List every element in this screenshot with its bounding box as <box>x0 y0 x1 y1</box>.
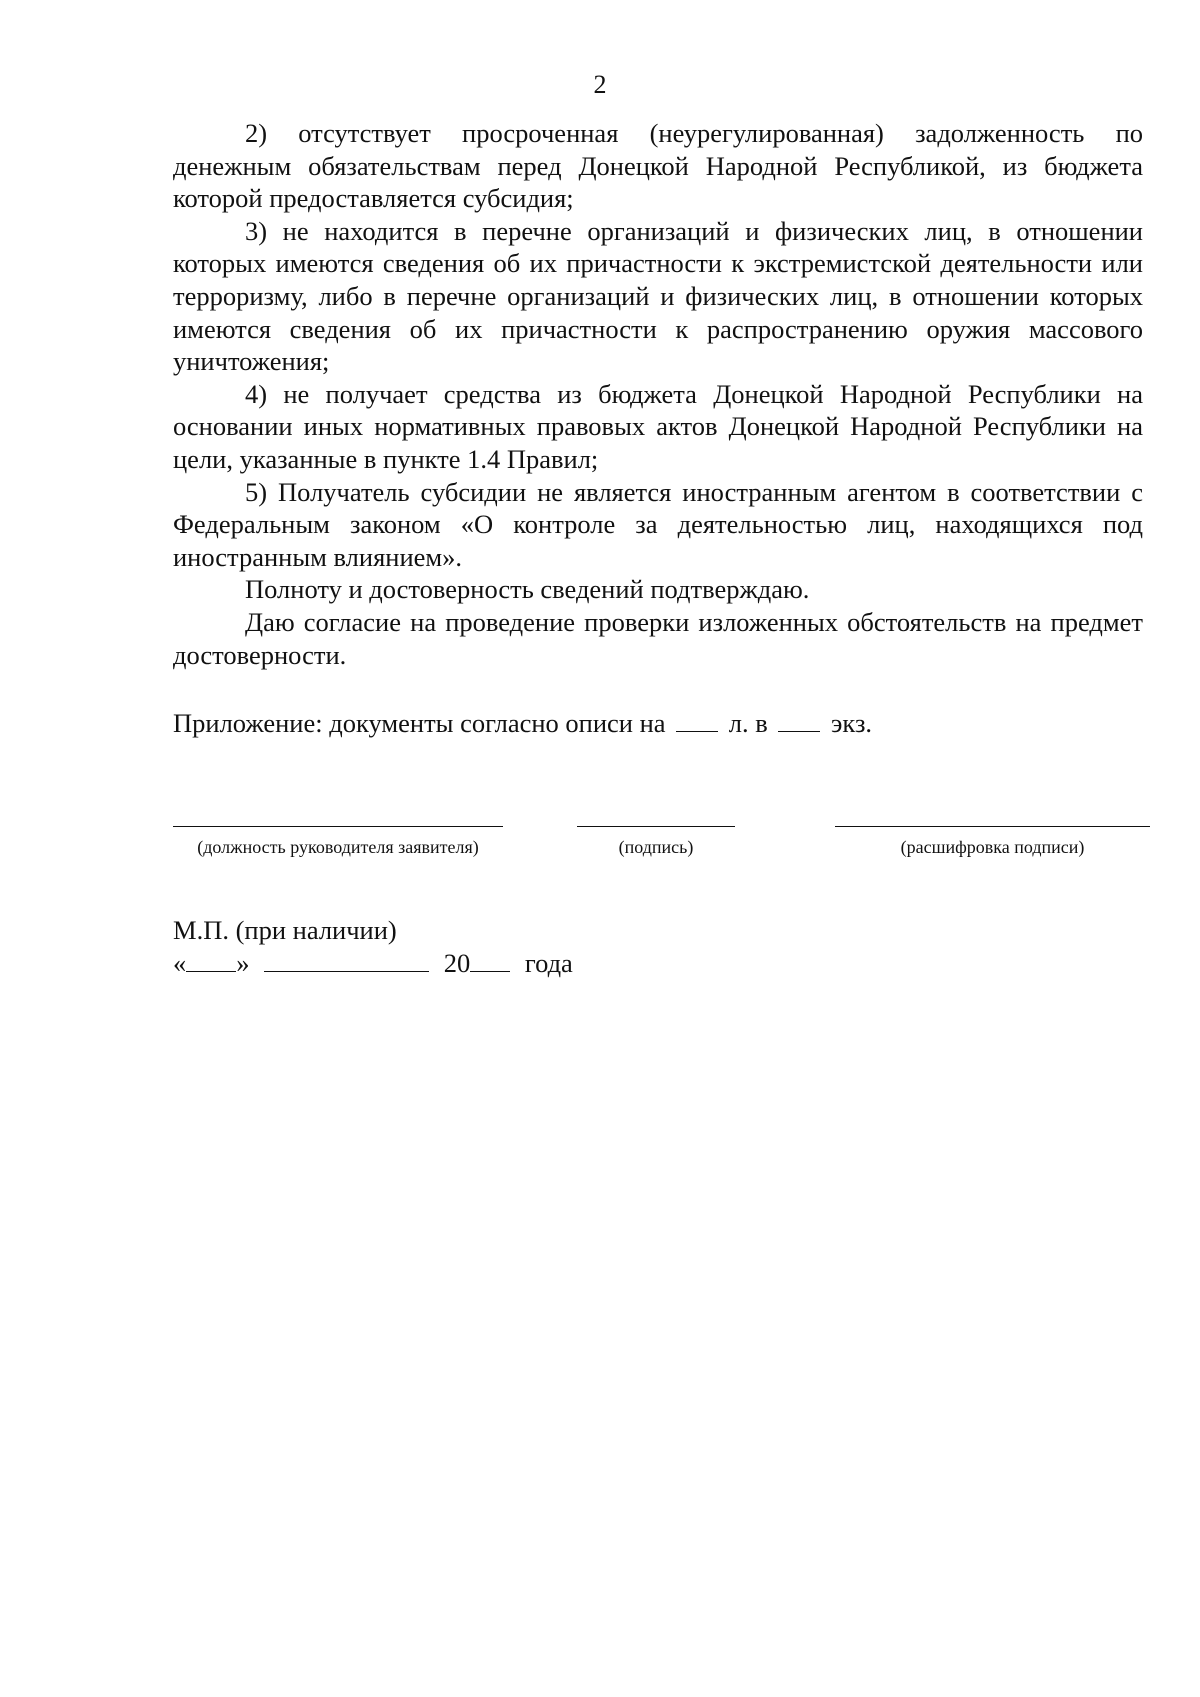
sheets-count-field[interactable] <box>676 730 718 732</box>
item-3-paragraph: 3) не находится в перечне организаций и физических лиц, в отношении которых имеются сведения об их причастности к экстремистской деятельности или терроризму, либо в перечне организаций и физических лиц, в отношении которых имеются сведения об их причастности к распространению оружия массового уничтожения; <box>173 215 1143 377</box>
page-number: 2 <box>593 70 607 99</box>
attachment-suffix: экз. <box>831 708 873 738</box>
signature-caption: (подпись) <box>618 837 694 857</box>
item-4-paragraph: 4) не получает средства из бюджета Донецкой Народной Республики на основании иных нормативных правовых актов Донецкой Народной Республики на цели, указанные в пункте 1.4 Правил; <box>173 378 1143 474</box>
decoding-signature-line[interactable] <box>835 826 1150 829</box>
day-field[interactable] <box>186 970 236 972</box>
year-field[interactable] <box>470 970 510 972</box>
decoding-caption: (расшифровка подписи) <box>900 837 1085 857</box>
copies-count-field[interactable] <box>778 730 820 732</box>
position-signature-line[interactable] <box>173 826 503 829</box>
confirmation-paragraph: Полноту и достоверность сведений подтверждаю. <box>245 574 810 605</box>
signature-line[interactable] <box>577 826 735 829</box>
open-quote: « <box>173 948 187 978</box>
month-field[interactable] <box>264 970 429 972</box>
declaration-body <box>173 117 1143 671</box>
attachment-middle: л. в <box>728 708 768 738</box>
consent-paragraph: Даю согласие на проведение проверки изложенных обстоятельств на предмет достоверности. <box>173 606 1143 670</box>
date-line <box>173 947 573 979</box>
position-caption: (должность руководителя заявителя) <box>197 837 479 857</box>
attachment-prefix: Приложение: документы согласно описи на <box>173 708 666 738</box>
attachment-line <box>173 707 1143 739</box>
item-2-paragraph: 2) отсутствует просроченная (неурегулированная) задолженность по денежным обязательствам перед Донецкой Народной Республикой, из бюджета которой предоставляется субсидия; <box>173 118 1143 214</box>
year-suffix: года <box>524 948 573 978</box>
stamp-label: М.П. (при наличии) <box>173 915 397 945</box>
year-prefix: 20 <box>443 948 471 978</box>
close-quote: » <box>236 948 250 978</box>
item-5-paragraph: 5) Получатель субсидии не является иностранным агентом в соответствии с Федеральным законом «О контроле за деятельностью лиц, находящихся под иностранным влиянием». <box>173 476 1143 572</box>
